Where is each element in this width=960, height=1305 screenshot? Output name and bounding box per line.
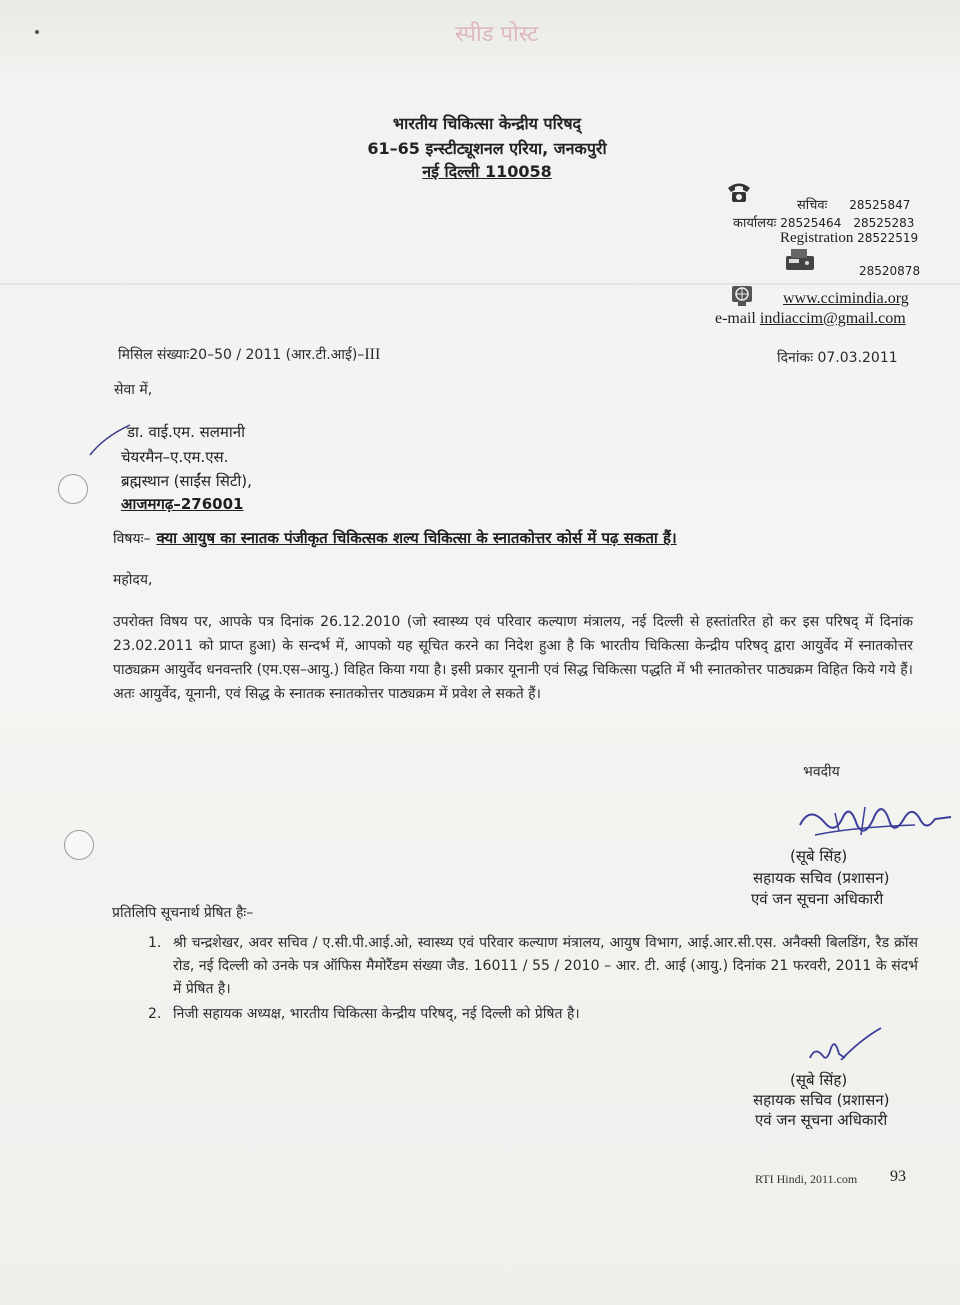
letterhead-city: नई दिल्ली 110058 <box>422 162 552 181</box>
subject-line <box>113 528 677 548</box>
addressee-place: ब्रह्मस्थान (साईंस सिटी), <box>121 472 252 490</box>
letterhead-address: 61–65 इन्स्टीट्यूशनल एरिया, जनकपुरी <box>367 139 607 158</box>
secretary-phone: 28525847 <box>849 198 911 212</box>
telephone-icon <box>724 178 754 204</box>
signature <box>795 795 955 850</box>
signatory-designation: सहायक सचिव (प्रशासन) <box>753 1091 890 1109</box>
punch-hole <box>58 474 88 504</box>
fax-number: 28520878 <box>859 264 921 278</box>
copy-to-label: प्रतिलिपि सूचनार्थ प्रेषित हैः– <box>112 905 254 921</box>
letter-body: उपरोक्त विषय पर, आपके पत्र दिनांक 26.12.2010 (जो स्वास्थ्य एवं परिवार कल्याण मंत्रालय, नई दिल्ली से हस्तांतरित हो कर इस परिषद् में दिनांक 23.02.2011 को प्राप्त हुआ) के सन्दर्भ में, आपको यह सूचित करने का निदेश हुआ है कि भारतीय चिकित्सा केन्द्रीय परिषद् द्वारा आयुर्वेद में स्नातकोत्तर पाठ्यक्रम आयुर्वेद धनवन्तरि (एम.एस–आयु.) विहित किया गया है। इसी प्रकार यूनानी एवं सिद्ध चिकित्सा पद्धति में भी स्नातकोत्तर पाठ्यक्रम विहित किये गये हैं। अतः आयुर्वेद, यूनानी, एवं सिद्ध के स्नातक स्नातकोत्तर पाठ्यक्रम में प्रवेश ले सकते हैं। <box>113 614 913 702</box>
website-link[interactable]: www.ccimindia.org <box>783 290 909 307</box>
copy-item-number: 2. <box>148 1006 162 1022</box>
registration-phone: 28522519 <box>857 231 919 245</box>
copy-item-text: श्री चन्द्रशेखर, अवर सचिव / ए.सी.पी.आई.ओ, स्वास्थ्य एवं परिवार कल्याण मंत्रालय, आयुष विभाग, आई.आर.सी.एस. अनैक्सी बिलडिंग, रैड क्रॉस रोड, नई दिल्ली को उनके पत्र ऑफिस मैमोरैंडम संख्या जैड. 16011 / 55 / 2010 – आर. टी. आई (आयु.) दिनांक 21 फरवरी, 2011 के संदर्भ में प्रेषित है। <box>173 935 918 997</box>
file-number-suffix: III <box>364 346 381 363</box>
closing: भवदीय <box>803 764 840 780</box>
seva-greeting: सेवा में, <box>114 382 153 398</box>
registration-label: Registration <box>780 230 854 246</box>
page-number: 93 <box>890 1168 906 1185</box>
signatory-designation-2: एवं जन सूचना अधिकारी <box>751 890 884 908</box>
email-row <box>715 310 906 328</box>
office-phone-1: 28525464 <box>780 216 842 230</box>
signatory-designation: सहायक सचिव (प्रशासन) <box>753 869 890 887</box>
subject-text: क्या आयुष का स्नातक पंजीकृत चिकित्सक शल्य चिकित्सा के स्नातकोत्तर कोर्स में पढ़ सकता हैं। <box>156 529 677 547</box>
signatory-name: (सूबे सिंह) <box>790 1071 848 1089</box>
addressee-city: आजमगढ़–276001 <box>121 495 244 513</box>
initials-signature <box>805 1018 885 1073</box>
speed-post-stamp: स्पीड पोस्ट <box>455 22 539 47</box>
addressee-name: डा. वाई.एम. सलमानी <box>127 423 245 441</box>
paper-mark <box>35 30 39 34</box>
copy-item <box>148 1003 580 1026</box>
letter-date: दिनांकः 07.03.2011 <box>777 350 898 366</box>
secretary-phone-row <box>797 195 910 213</box>
file-number <box>118 345 380 364</box>
file-number-label: मिसिल संख्याः20–50 / 2011 (आर.टी.आई)– <box>118 347 365 363</box>
copy-item-number: 1. <box>148 935 162 951</box>
office-phone-2: 28525283 <box>853 216 915 230</box>
punch-hole <box>64 830 94 860</box>
office-label: कार्यालयः <box>733 216 777 231</box>
subject-label: विषयः– <box>113 531 151 547</box>
copy-item-text: निजी सहायक अध्यक्ष, भारतीय चिकित्सा केन्द्रीय परिषद्, नई दिल्ली को प्रेषित है। <box>173 1006 580 1022</box>
office-phone-row <box>733 213 914 231</box>
signatory-designation-2: एवं जन सूचना अधिकारी <box>755 1111 888 1129</box>
secretary-label: सचिवः <box>797 198 828 213</box>
email-link[interactable]: indiaccim@gmail.com <box>759 310 906 327</box>
letterhead-org-name: भारतीय चिकित्सा केन्द्रीय परिषद् <box>392 114 582 133</box>
salutation: महोदय, <box>113 572 153 588</box>
fax-icon <box>783 246 817 274</box>
addressee-title: चेयरमैन–ए.एम.एस. <box>121 448 229 466</box>
footer-source: RTI Hindi, 2011.com <box>755 1172 858 1186</box>
email-label: e-mail <box>715 310 756 327</box>
copy-item <box>148 932 918 1001</box>
globe-icon <box>730 284 758 308</box>
signatory-name: (सूबे सिंह) <box>790 847 848 865</box>
paper-crease <box>0 283 960 285</box>
registration-row <box>780 230 918 247</box>
